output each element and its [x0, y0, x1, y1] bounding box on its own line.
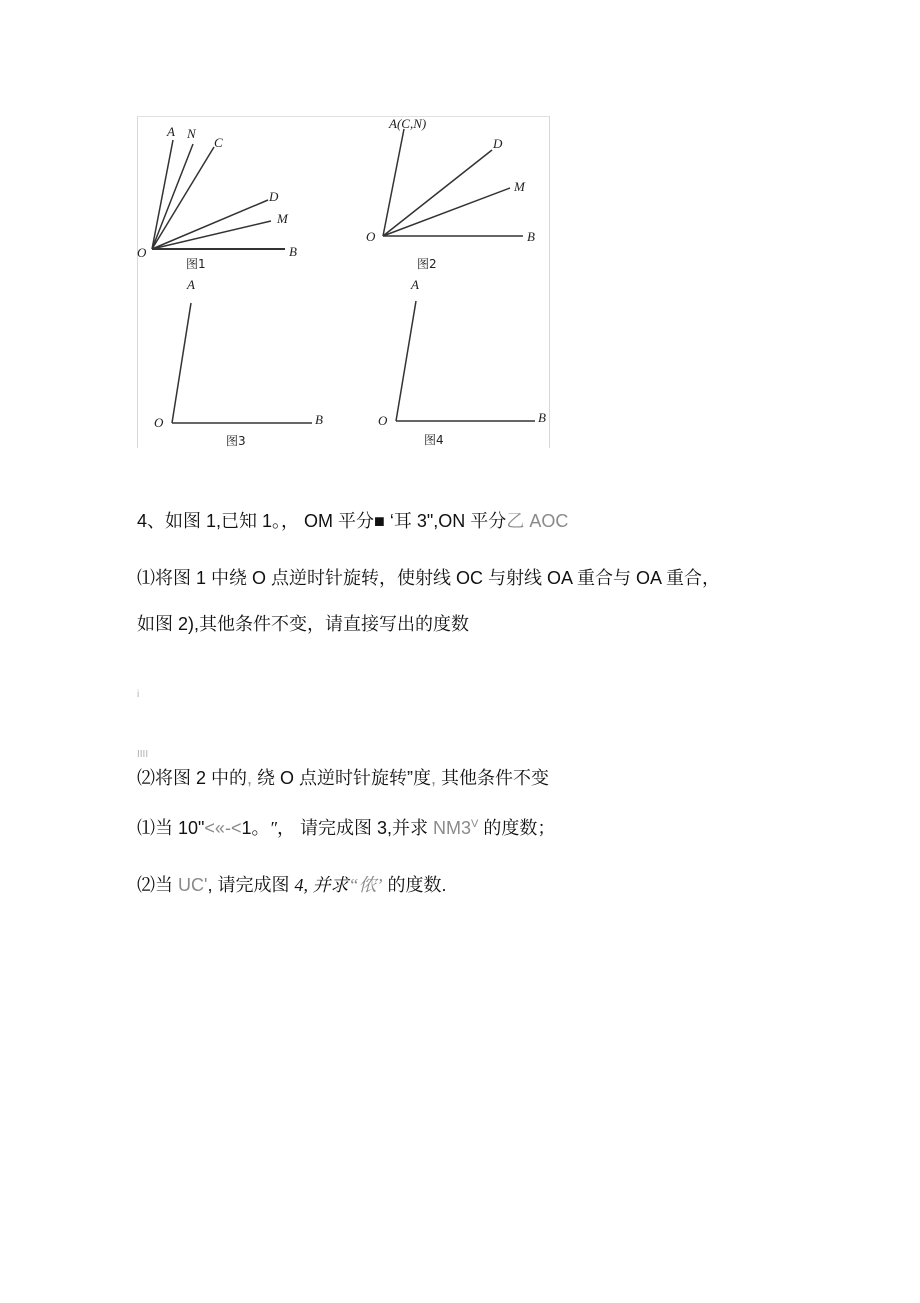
part-1-continuation: [137, 612, 469, 636]
angle-aoc: 乙 AOC: [506, 511, 569, 531]
label-o: O: [137, 245, 147, 260]
figure-3-caption: 图3: [226, 434, 246, 448]
label-a: A: [411, 277, 419, 292]
label-o: O: [366, 229, 376, 244]
label-d: D: [493, 136, 503, 151]
sub-2-text-d: 4, 并求: [294, 875, 349, 895]
figure-4-caption: 图4: [424, 433, 444, 447]
sub-1-text-c: 1。: [241, 818, 270, 838]
sub-1-text-b: <«-<: [204, 818, 242, 838]
part-2-text-a: ⑵将图 2 中的: [137, 768, 248, 788]
part-2-comma-2: ,: [431, 768, 437, 788]
figure-2: [366, 116, 535, 271]
ray-on: [152, 144, 193, 249]
label-m: M: [277, 211, 288, 226]
ray-oa: [172, 303, 191, 423]
part-1-text: ⑴将图 1 中绕 O 点逆时针旋转，使射线 OC 与射线 OA 重合与 OA 重合，: [137, 568, 721, 588]
sub-2-text-a: ⑵当: [137, 875, 179, 895]
label-o: O: [378, 413, 388, 428]
label-m: M: [514, 179, 525, 194]
scan-mark-2: IIII: [137, 749, 149, 760]
sub-1-text-e: ， 请完成图 3,并求: [276, 818, 433, 838]
label-b: B: [538, 410, 546, 425]
label-d: D: [269, 189, 279, 204]
angle-superscript: V: [471, 818, 479, 830]
scan-mark-1: i: [137, 689, 140, 700]
sub-2-text-c: , 请完成图: [207, 875, 295, 895]
sub-2-text-f: 的度数.: [382, 875, 447, 895]
geometry-figures: [137, 116, 550, 448]
sub-question-2: [137, 873, 447, 897]
problem-intro: [137, 509, 568, 533]
part-2-line: [137, 766, 549, 790]
ray-od: [383, 150, 492, 236]
sub-question-1: [137, 812, 555, 840]
label-c: C: [214, 135, 223, 150]
figure-panel: [137, 116, 550, 448]
label-b: B: [289, 244, 297, 259]
label-n: N: [187, 126, 196, 141]
ray-om: [383, 188, 510, 236]
angle-nm3: NM3: [432, 818, 471, 838]
figure-4: [378, 277, 546, 447]
sub-1-text-h: 的度数；: [478, 818, 556, 838]
figure-1-caption: 图1: [186, 257, 206, 271]
problem-intro-text: 4、如图 1,已知 1。， OM 平分■ ‘耳 3",ON 平分: [137, 511, 507, 531]
part-2-text-c: 绕 O 点逆时针旋转”度: [252, 768, 432, 788]
label-a: A: [167, 124, 175, 139]
figure-1: [137, 124, 297, 271]
part-2-comma-1: ,: [247, 768, 253, 788]
part-2-text-e: 其他条件不变: [436, 768, 550, 788]
sub-2-quoted: “侬’: [348, 875, 383, 895]
ray-oa: [383, 129, 404, 236]
label-a-c-n: A(C,N): [389, 116, 427, 131]
part-1-continuation-text: 如图 2),其他条件不变，请直接写出的度数: [137, 614, 470, 634]
sub-2-uc: UC': [178, 875, 208, 895]
ray-od: [152, 200, 268, 249]
figure-3: [154, 277, 323, 448]
label-b: B: [527, 229, 535, 244]
sub-1-text-a: ⑴当 10": [137, 818, 205, 838]
label-b: B: [315, 412, 323, 427]
ray-oa: [396, 301, 416, 421]
label-o: O: [154, 415, 164, 430]
sub-1-text-d: ″: [269, 818, 277, 838]
figure-2-caption: 图2: [417, 257, 437, 271]
ray-om: [152, 221, 271, 249]
part-1-line: [137, 566, 720, 590]
label-a: A: [187, 277, 195, 292]
